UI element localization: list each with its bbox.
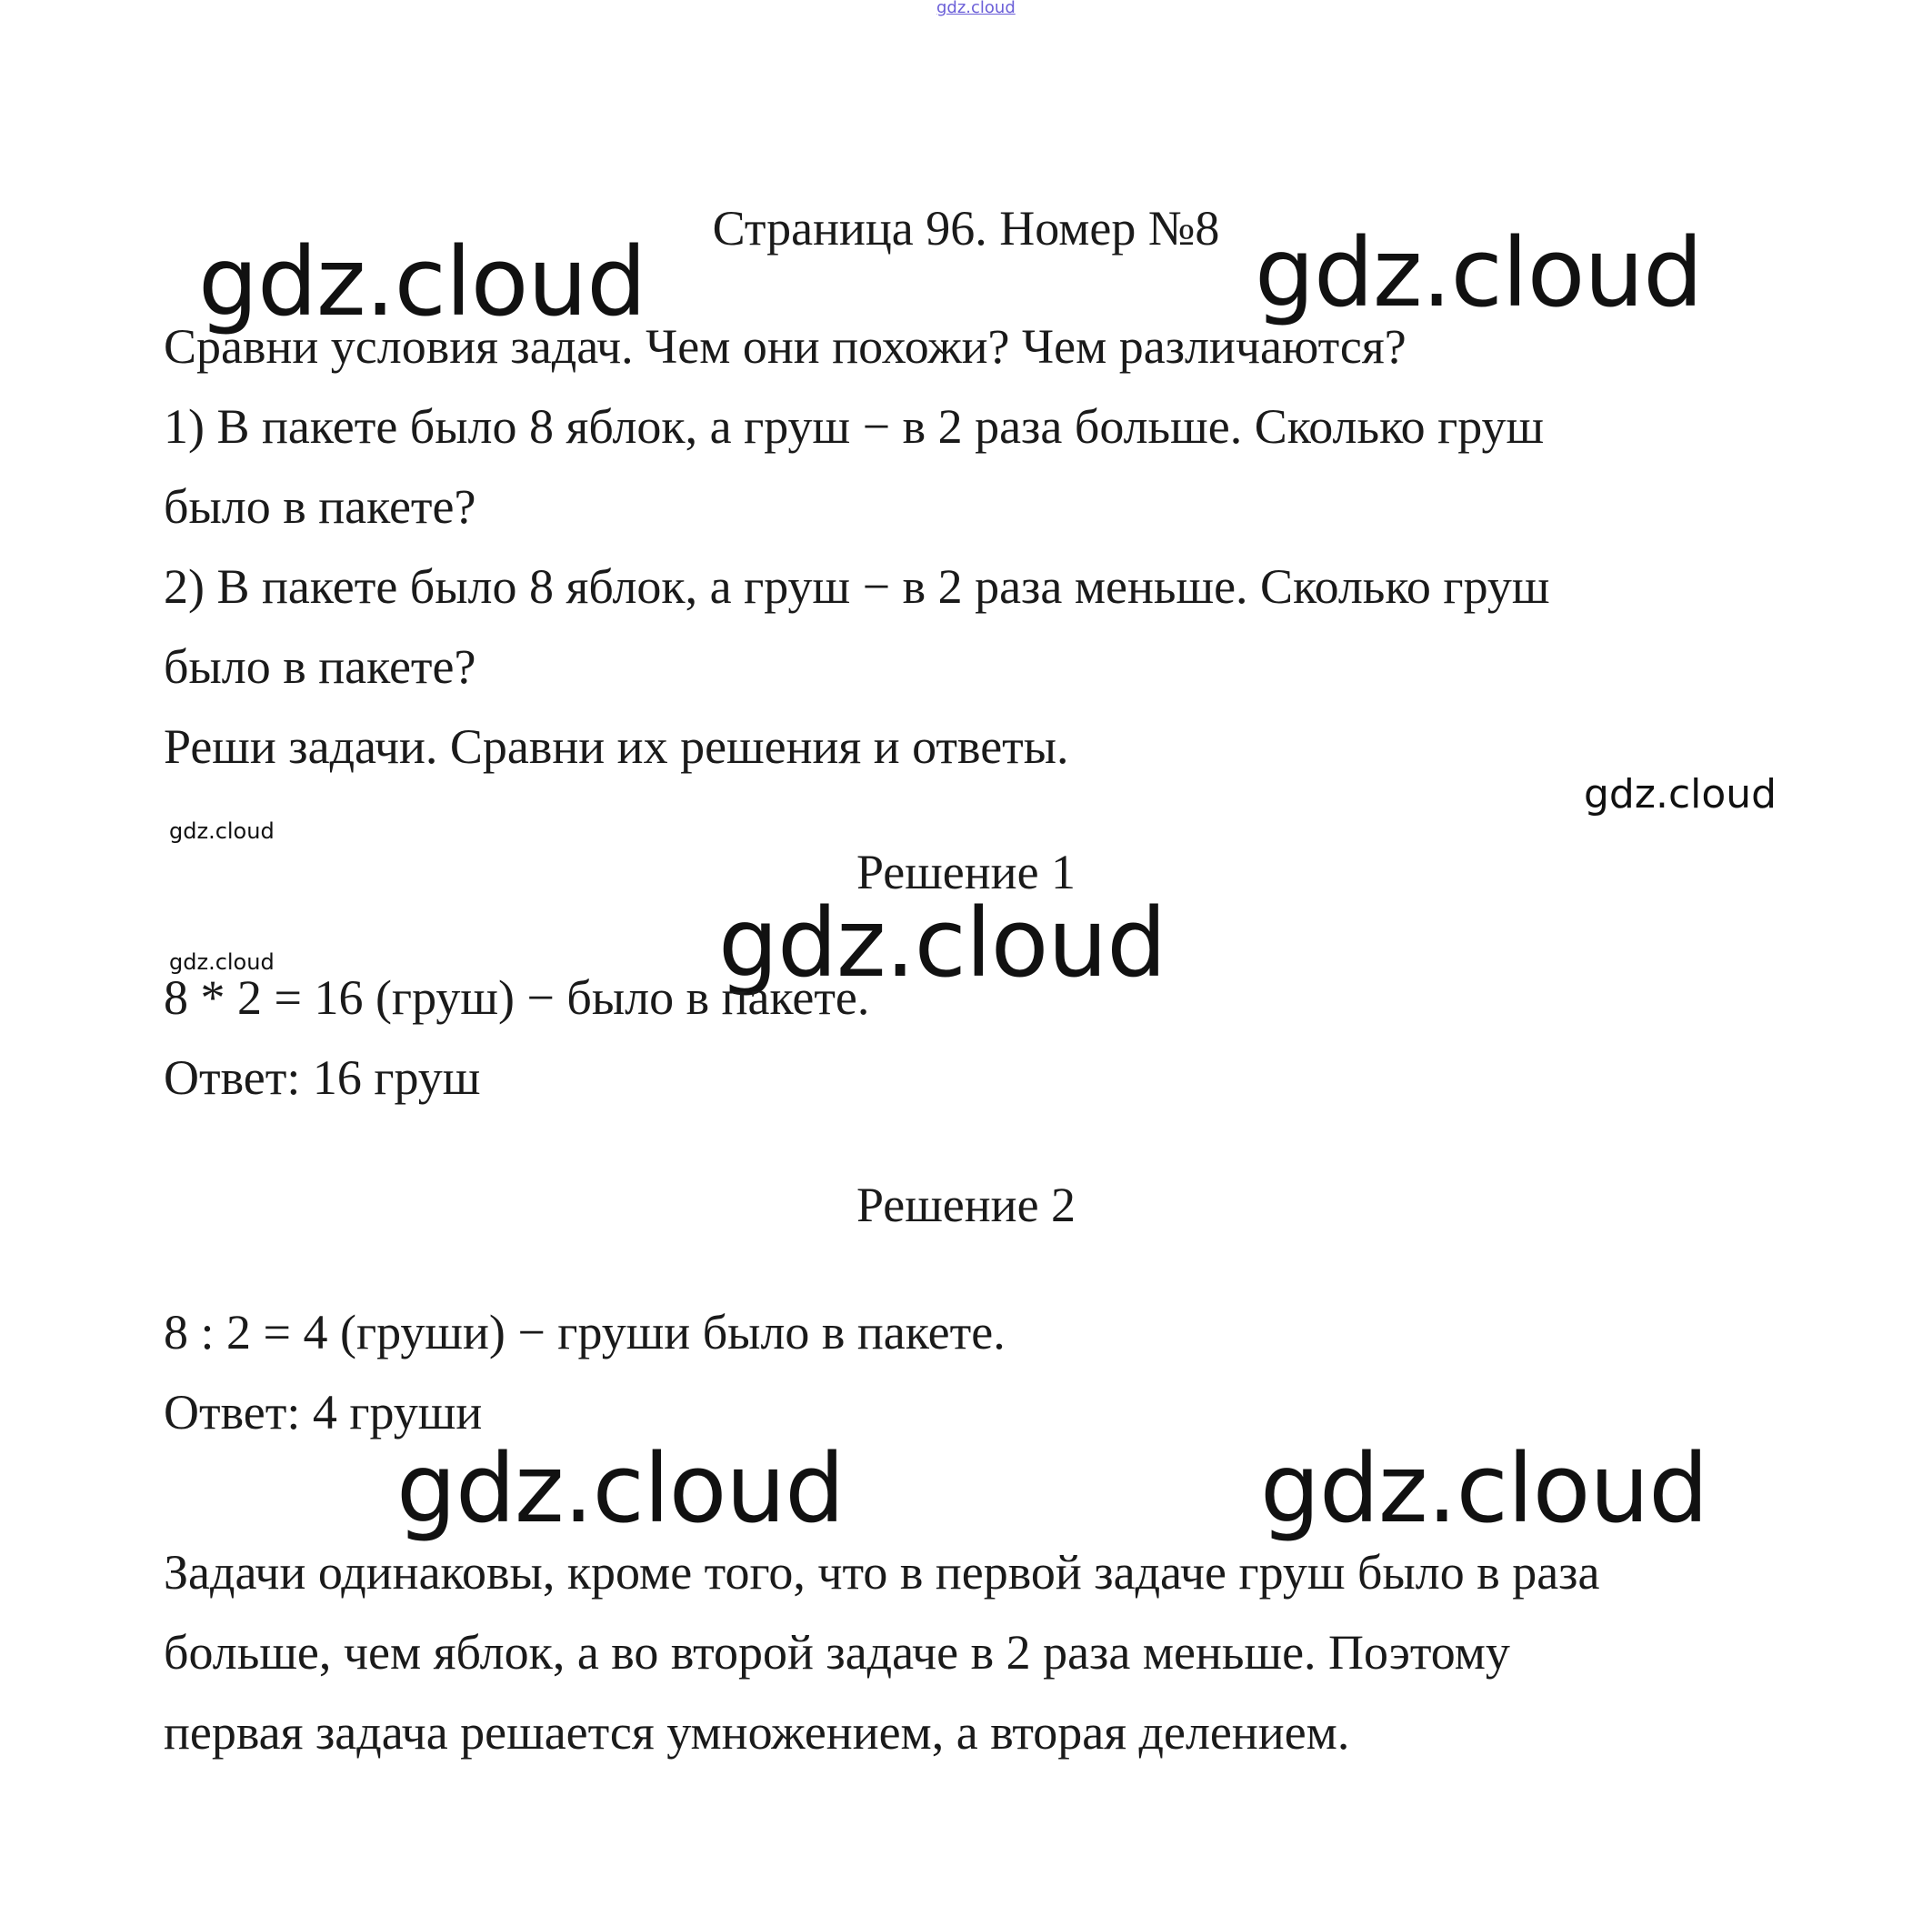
watermark-small-left-2: gdz.cloud bbox=[169, 949, 275, 975]
task-line-2: 1) В пакете было 8 яблок, а груш − в 2 раза больше. Сколько груш bbox=[164, 399, 1545, 454]
task-line-3: было в пакете? bbox=[164, 479, 476, 534]
conclusion-line-1: Задачи одинаковы, кроме того, что в первой задаче груш было в раза bbox=[164, 1545, 1600, 1600]
task-line-1: Сравни условия задач. Чем они похожи? Чем различаются? bbox=[164, 319, 1406, 374]
conclusion-line-2: больше, чем яблок, а во второй задаче в 2 раза меньше. Поэтому bbox=[164, 1625, 1510, 1680]
conclusion-line-3: первая задача решается умножением, а вторая делением. bbox=[164, 1705, 1350, 1760]
page-title: Страница 96. Номер №8 bbox=[712, 201, 1220, 256]
task-line-4: 2) В пакете было 8 яблок, а груш − в 2 раза меньше. Сколько груш bbox=[164, 559, 1550, 614]
watermark-right-mid: gdz.cloud bbox=[1584, 771, 1777, 818]
watermark-left-bottom: gdz.cloud bbox=[396, 1433, 845, 1544]
watermark-center: gdz.cloud bbox=[718, 888, 1166, 998]
watermark-right-top: gdz.cloud bbox=[1255, 217, 1703, 328]
solution-1-heading: Решение 1 bbox=[856, 845, 1076, 899]
watermark-left-top: gdz.cloud bbox=[198, 226, 646, 337]
solution-2-heading: Решение 2 bbox=[856, 1178, 1076, 1232]
solution-1-answer: Ответ: 16 груш bbox=[164, 1050, 481, 1105]
watermark-small-left-1: gdz.cloud bbox=[169, 818, 275, 844]
watermark-top[interactable]: gdz.cloud bbox=[936, 0, 1016, 17]
solution-1-step: 8 * 2 = 16 (груш) − было в пакете. bbox=[164, 970, 870, 1025]
solution-2-step: 8 : 2 = 4 (груши) − груши было в пакете. bbox=[164, 1305, 1006, 1359]
solution-2-answer: Ответ: 4 груши bbox=[164, 1385, 483, 1440]
task-line-5: было в пакете? bbox=[164, 639, 476, 694]
watermark-right-bottom: gdz.cloud bbox=[1260, 1433, 1708, 1544]
task-line-6: Реши задачи. Сравни их решения и ответы. bbox=[164, 719, 1069, 774]
